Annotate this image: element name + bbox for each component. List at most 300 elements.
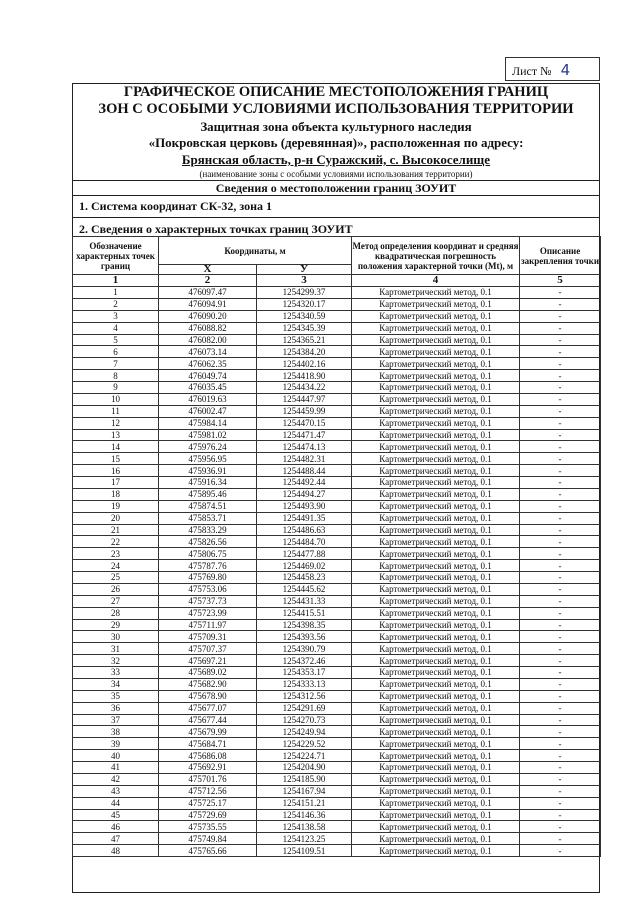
header-coords: Координаты, м: [159, 237, 352, 265]
method: Картометрический метод, 0.1: [352, 678, 520, 690]
header-y: У: [257, 265, 352, 275]
method: Картометрический метод, 0.1: [352, 595, 520, 607]
table-row: [73, 678, 601, 690]
coord-x: 475697.21: [159, 655, 257, 667]
coord-y: 1254474.13: [257, 441, 352, 453]
point-id: 21: [73, 524, 159, 536]
col-number: 4: [352, 275, 520, 287]
coord-y: 1254365.21: [257, 334, 352, 346]
coord-y: 1254270.73: [257, 714, 352, 726]
table-body: [73, 287, 601, 857]
method: Картометрический метод, 0.1: [352, 845, 520, 857]
method: Картометрический метод, 0.1: [352, 773, 520, 785]
method: Картометрический метод, 0.1: [352, 619, 520, 631]
table-row: [73, 382, 601, 394]
coord-x: 475749.84: [159, 833, 257, 845]
coord-y: 1254486.63: [257, 524, 352, 536]
coord-x: 476002.47: [159, 405, 257, 417]
fixing-description: -: [520, 405, 601, 417]
coord-y: 1254393.56: [257, 631, 352, 643]
table-row: [73, 762, 601, 774]
coord-x: 476082.00: [159, 334, 257, 346]
point-id: 41: [73, 762, 159, 774]
coord-x: 475956.95: [159, 453, 257, 465]
method: Картометрический метод, 0.1: [352, 809, 520, 821]
table-row: [73, 631, 601, 643]
header-caption: (наименование зоны с особыми условиями использования территории): [199, 169, 473, 179]
point-id: 31: [73, 643, 159, 655]
point-id: 29: [73, 619, 159, 631]
table-row: [73, 488, 601, 500]
fixing-description: -: [520, 417, 601, 429]
table-row: [73, 429, 601, 441]
coord-y: 1254224.71: [257, 750, 352, 762]
coord-x: 475711.97: [159, 619, 257, 631]
coord-y: 1254185.90: [257, 773, 352, 785]
point-id: 18: [73, 488, 159, 500]
coord-x: 475684.71: [159, 738, 257, 750]
table-row: [73, 572, 601, 584]
col-number: 3: [257, 275, 352, 287]
coord-x: 475723.99: [159, 607, 257, 619]
point-id: 47: [73, 833, 159, 845]
coord-x: 476062.35: [159, 358, 257, 370]
fixing-description: -: [520, 762, 601, 774]
method: Картометрический метод, 0.1: [352, 334, 520, 346]
table-row: [73, 785, 601, 797]
table-row: [73, 809, 601, 821]
table-row: [73, 690, 601, 702]
point-id: 24: [73, 560, 159, 572]
table-row: [73, 465, 601, 477]
sheet-number: 4: [560, 61, 571, 79]
coord-y: 1254484.70: [257, 536, 352, 548]
table-row: [73, 548, 601, 560]
coord-y: 1254458.23: [257, 572, 352, 584]
point-id: 23: [73, 548, 159, 560]
method: Картометрический метод, 0.1: [352, 690, 520, 702]
coord-y: 1254151.21: [257, 797, 352, 809]
fixing-description: -: [520, 595, 601, 607]
fixing-description: -: [520, 678, 601, 690]
table-row: [73, 845, 601, 857]
fixing-description: -: [520, 619, 601, 631]
table-row: [73, 773, 601, 785]
method: Картометрический метод, 0.1: [352, 393, 520, 405]
coord-x: 475729.69: [159, 809, 257, 821]
table-row: [73, 453, 601, 465]
fixing-description: -: [520, 465, 601, 477]
method: Картометрический метод, 0.1: [352, 631, 520, 643]
fixing-description: -: [520, 583, 601, 595]
coord-y: 1254494.27: [257, 488, 352, 500]
table-row: [73, 500, 601, 512]
coord-x: 475895.46: [159, 488, 257, 500]
coord-x: 475677.44: [159, 714, 257, 726]
table-row: [73, 655, 601, 667]
point-id: 39: [73, 738, 159, 750]
coord-y: 1254333.13: [257, 678, 352, 690]
method: Картометрический метод, 0.1: [352, 287, 520, 299]
coord-y: 1254477.88: [257, 548, 352, 560]
method: Картометрический метод, 0.1: [352, 572, 520, 584]
fixing-description: -: [520, 477, 601, 489]
fixing-description: -: [520, 714, 601, 726]
point-id: 19: [73, 500, 159, 512]
table-row: [73, 477, 601, 489]
point-id: 25: [73, 572, 159, 584]
method: Картометрический метод, 0.1: [352, 750, 520, 762]
point-id: 28: [73, 607, 159, 619]
coord-x: 475936.91: [159, 465, 257, 477]
table-row: [73, 346, 601, 358]
method: Картометрический метод, 0.1: [352, 607, 520, 619]
coord-x: 476088.82: [159, 322, 257, 334]
fixing-description: -: [520, 429, 601, 441]
fixing-description: -: [520, 643, 601, 655]
coord-y: 1254299.37: [257, 287, 352, 299]
coord-x: 475874.51: [159, 500, 257, 512]
method: Картометрический метод, 0.1: [352, 370, 520, 382]
coord-y: 1254204.90: [257, 762, 352, 774]
method: Картометрический метод, 0.1: [352, 441, 520, 453]
coord-y: 1254402.16: [257, 358, 352, 370]
point-id: 48: [73, 845, 159, 857]
point-id: 2: [73, 298, 159, 310]
coord-y: 1254471.47: [257, 429, 352, 441]
coord-x: 475853.71: [159, 512, 257, 524]
coord-y: 1254138.58: [257, 821, 352, 833]
fixing-description: -: [520, 750, 601, 762]
coord-y: 1254492.44: [257, 477, 352, 489]
coord-y: 1254431.33: [257, 595, 352, 607]
table-row: [73, 750, 601, 762]
point-id: 40: [73, 750, 159, 762]
coord-y: 1254167.94: [257, 785, 352, 797]
coord-y: 1254470.15: [257, 417, 352, 429]
point-id: 9: [73, 382, 159, 394]
header-point: Обозначение характерных точек границ: [73, 237, 159, 275]
coord-x: 475753.06: [159, 583, 257, 595]
point-id: 30: [73, 631, 159, 643]
point-id: 44: [73, 797, 159, 809]
coord-x: 475692.91: [159, 762, 257, 774]
fixing-description: -: [520, 287, 601, 299]
table-row: [73, 334, 601, 346]
fixing-description: -: [520, 797, 601, 809]
section-title: Сведения о местоположении границ ЗОУИТ: [215, 181, 457, 195]
method: Картометрический метод, 0.1: [352, 405, 520, 417]
coord-x: 476097.47: [159, 287, 257, 299]
table-row: [73, 298, 601, 310]
header-address: Брянская область, р-н Суражский, с. Высокоселище: [181, 152, 491, 167]
method: Картометрический метод, 0.1: [352, 310, 520, 322]
point-id: 10: [73, 393, 159, 405]
coord-x: 475679.99: [159, 726, 257, 738]
method: Картометрический метод, 0.1: [352, 655, 520, 667]
point-id: 45: [73, 809, 159, 821]
fixing-description: -: [520, 512, 601, 524]
point-id: 17: [73, 477, 159, 489]
fixing-description: -: [520, 370, 601, 382]
table-row: [73, 643, 601, 655]
method: Картометрический метод, 0.1: [352, 512, 520, 524]
sheet-number-box: [505, 57, 600, 81]
coord-y: 1254447.97: [257, 393, 352, 405]
table-row: [73, 833, 601, 845]
table-row: [73, 738, 601, 750]
point-id: 20: [73, 512, 159, 524]
header-description: Описание закрепления точки: [520, 237, 601, 275]
point-id: 42: [73, 773, 159, 785]
coord-y: 1254415.51: [257, 607, 352, 619]
header-line-4: «Покровская церковь (деревянная)», расположенная по адресу:: [148, 135, 524, 150]
table-row: [73, 714, 601, 726]
coord-x: 475709.31: [159, 631, 257, 643]
fixing-description: -: [520, 702, 601, 714]
divider: [73, 195, 599, 196]
fixing-description: -: [520, 548, 601, 560]
coord-x: 475677.07: [159, 702, 257, 714]
point-id: 7: [73, 358, 159, 370]
method: Картометрический метод, 0.1: [352, 762, 520, 774]
coord-x: 475707.37: [159, 643, 257, 655]
method: Картометрический метод, 0.1: [352, 382, 520, 394]
table-row: [73, 583, 601, 595]
fixing-description: -: [520, 453, 601, 465]
coord-x: 475833.29: [159, 524, 257, 536]
header-method: Метод определения координат и средняя квадратическая погрешность положения характерной точки (Mt), м: [352, 237, 520, 275]
coord-x: 475712.56: [159, 785, 257, 797]
table-row: [73, 726, 601, 738]
method: Картометрический метод, 0.1: [352, 477, 520, 489]
method: Картометрический метод, 0.1: [352, 488, 520, 500]
fixing-description: -: [520, 809, 601, 821]
coord-y: 1254109.51: [257, 845, 352, 857]
method: Картометрический метод, 0.1: [352, 346, 520, 358]
table-row: [73, 797, 601, 809]
fixing-description: -: [520, 833, 601, 845]
fixing-description: -: [520, 773, 601, 785]
fixing-description: -: [520, 655, 601, 667]
table-row: [73, 393, 601, 405]
fixing-description: -: [520, 524, 601, 536]
coord-x: 475725.17: [159, 797, 257, 809]
fixing-description: -: [520, 560, 601, 572]
col-number: 1: [73, 275, 159, 287]
coord-y: 1254345.39: [257, 322, 352, 334]
coord-y: 1254384.20: [257, 346, 352, 358]
coord-y: 1254390.79: [257, 643, 352, 655]
point-id: 38: [73, 726, 159, 738]
fixing-description: -: [520, 785, 601, 797]
coord-y: 1254488.44: [257, 465, 352, 477]
method: Картометрический метод, 0.1: [352, 714, 520, 726]
point-id: 13: [73, 429, 159, 441]
point-id: 5: [73, 334, 159, 346]
point-id: 36: [73, 702, 159, 714]
table-row: [73, 322, 601, 334]
point-id: 46: [73, 821, 159, 833]
coord-x: 476094.91: [159, 298, 257, 310]
point-id: 3: [73, 310, 159, 322]
coord-x: 475976.24: [159, 441, 257, 453]
coord-y: 1254493.90: [257, 500, 352, 512]
fixing-description: -: [520, 334, 601, 346]
coord-y: 1254418.90: [257, 370, 352, 382]
fixing-description: -: [520, 738, 601, 750]
coord-y: 1254123.25: [257, 833, 352, 845]
method: Картометрический метод, 0.1: [352, 821, 520, 833]
coordinate-system: 1. Система координат СК-32, зона 1: [79, 199, 273, 213]
coord-x: 476090.20: [159, 310, 257, 322]
point-id: 27: [73, 595, 159, 607]
method: Картометрический метод, 0.1: [352, 785, 520, 797]
header-line-1: ГРАФИЧЕСКОЕ ОПИСАНИЕ МЕСТОПОЛОЖЕНИЯ ГРАНИЦ: [123, 84, 549, 100]
coord-y: 1254398.35: [257, 619, 352, 631]
coord-x: 475916.34: [159, 477, 257, 489]
fixing-description: -: [520, 821, 601, 833]
coord-y: 1254353.17: [257, 667, 352, 679]
method: Картометрический метод, 0.1: [352, 548, 520, 560]
coord-y: 1254469.02: [257, 560, 352, 572]
method: Картометрический метод, 0.1: [352, 536, 520, 548]
method: Картометрический метод, 0.1: [352, 465, 520, 477]
col-number: 5: [520, 275, 601, 287]
method: Картометрический метод, 0.1: [352, 524, 520, 536]
col-number: 2: [159, 275, 257, 287]
divider: [73, 217, 599, 218]
coord-x: 476035.45: [159, 382, 257, 394]
method: Картометрический метод, 0.1: [352, 738, 520, 750]
coord-y: 1254320.17: [257, 298, 352, 310]
point-id: 11: [73, 405, 159, 417]
method: Картометрический метод, 0.1: [352, 643, 520, 655]
coord-x: 475689.02: [159, 667, 257, 679]
points-section-title: 2. Сведения о характерных точках границ ЗОУИТ: [79, 222, 353, 236]
fixing-description: -: [520, 572, 601, 584]
point-id: 1: [73, 287, 159, 299]
coord-y: 1254249.94: [257, 726, 352, 738]
method: Картометрический метод, 0.1: [352, 358, 520, 370]
method: Картометрический метод, 0.1: [352, 322, 520, 334]
point-id: 26: [73, 583, 159, 595]
method: Картометрический метод, 0.1: [352, 726, 520, 738]
table-row: [73, 821, 601, 833]
method: Картометрический метод, 0.1: [352, 797, 520, 809]
point-id: 8: [73, 370, 159, 382]
fixing-description: -: [520, 607, 601, 619]
point-id: 15: [73, 453, 159, 465]
coord-x: 475769.80: [159, 572, 257, 584]
method: Картометрический метод, 0.1: [352, 298, 520, 310]
table-row: [73, 667, 601, 679]
coord-x: 475981.02: [159, 429, 257, 441]
coord-y: 1254459.99: [257, 405, 352, 417]
method: Картометрический метод, 0.1: [352, 667, 520, 679]
point-id: 6: [73, 346, 159, 358]
coord-x: 475826.56: [159, 536, 257, 548]
header-line-2: ЗОН С ОСОБЫМИ УСЛОВИЯМИ ИСПОЛЬЗОВАНИЯ ТЕРРИТОРИИ: [98, 101, 574, 117]
point-id: 16: [73, 465, 159, 477]
coord-x: 475678.90: [159, 690, 257, 702]
document-frame: [72, 83, 600, 893]
table-row: [73, 358, 601, 370]
method: Картометрический метод, 0.1: [352, 500, 520, 512]
coord-x: 476049.74: [159, 370, 257, 382]
fixing-description: -: [520, 536, 601, 548]
coord-y: 1254482.31: [257, 453, 352, 465]
method: Картометрический метод, 0.1: [352, 833, 520, 845]
coord-y: 1254434.22: [257, 382, 352, 394]
header-x: X: [159, 265, 257, 275]
table-row: [73, 310, 601, 322]
method: Картометрический метод, 0.1: [352, 417, 520, 429]
coord-x: 475735.55: [159, 821, 257, 833]
table-row: [73, 370, 601, 382]
table-row: [73, 595, 601, 607]
coord-y: 1254445.62: [257, 583, 352, 595]
table-row: [73, 536, 601, 548]
coord-x: 476019.63: [159, 393, 257, 405]
fixing-description: -: [520, 310, 601, 322]
fixing-description: -: [520, 322, 601, 334]
fixing-description: -: [520, 690, 601, 702]
method: Картометрический метод, 0.1: [352, 583, 520, 595]
coord-y: 1254146.36: [257, 809, 352, 821]
fixing-description: -: [520, 441, 601, 453]
table-row: [73, 287, 601, 299]
coord-x: 476073.14: [159, 346, 257, 358]
coord-x: 475682.90: [159, 678, 257, 690]
fixing-description: -: [520, 358, 601, 370]
sheet-label: Лист №: [512, 64, 552, 78]
point-id: 22: [73, 536, 159, 548]
fixing-description: -: [520, 667, 601, 679]
table-row: [73, 512, 601, 524]
coord-y: 1254340.59: [257, 310, 352, 322]
point-id: 32: [73, 655, 159, 667]
coord-x: 475787.76: [159, 560, 257, 572]
coord-y: 1254291.69: [257, 702, 352, 714]
coord-x: 475984.14: [159, 417, 257, 429]
coord-y: 1254491.35: [257, 512, 352, 524]
table-row: [73, 607, 601, 619]
fixing-description: -: [520, 298, 601, 310]
fixing-description: -: [520, 631, 601, 643]
table-row: [73, 524, 601, 536]
coord-y: 1254229.52: [257, 738, 352, 750]
point-id: 34: [73, 678, 159, 690]
point-id: 4: [73, 322, 159, 334]
fixing-description: -: [520, 845, 601, 857]
points-table: [72, 236, 601, 857]
fixing-description: -: [520, 726, 601, 738]
coord-x: 475686.08: [159, 750, 257, 762]
point-id: 37: [73, 714, 159, 726]
table-row: [73, 405, 601, 417]
table-row: [73, 702, 601, 714]
header-line-3: Защитная зона объекта культурного наследия: [200, 119, 472, 134]
table-row: [73, 441, 601, 453]
coord-y: 1254372.46: [257, 655, 352, 667]
coord-x: 475737.73: [159, 595, 257, 607]
method: Картометрический метод, 0.1: [352, 429, 520, 441]
point-id: 43: [73, 785, 159, 797]
coord-x: 475765.66: [159, 845, 257, 857]
method: Картометрический метод, 0.1: [352, 560, 520, 572]
fixing-description: -: [520, 382, 601, 394]
